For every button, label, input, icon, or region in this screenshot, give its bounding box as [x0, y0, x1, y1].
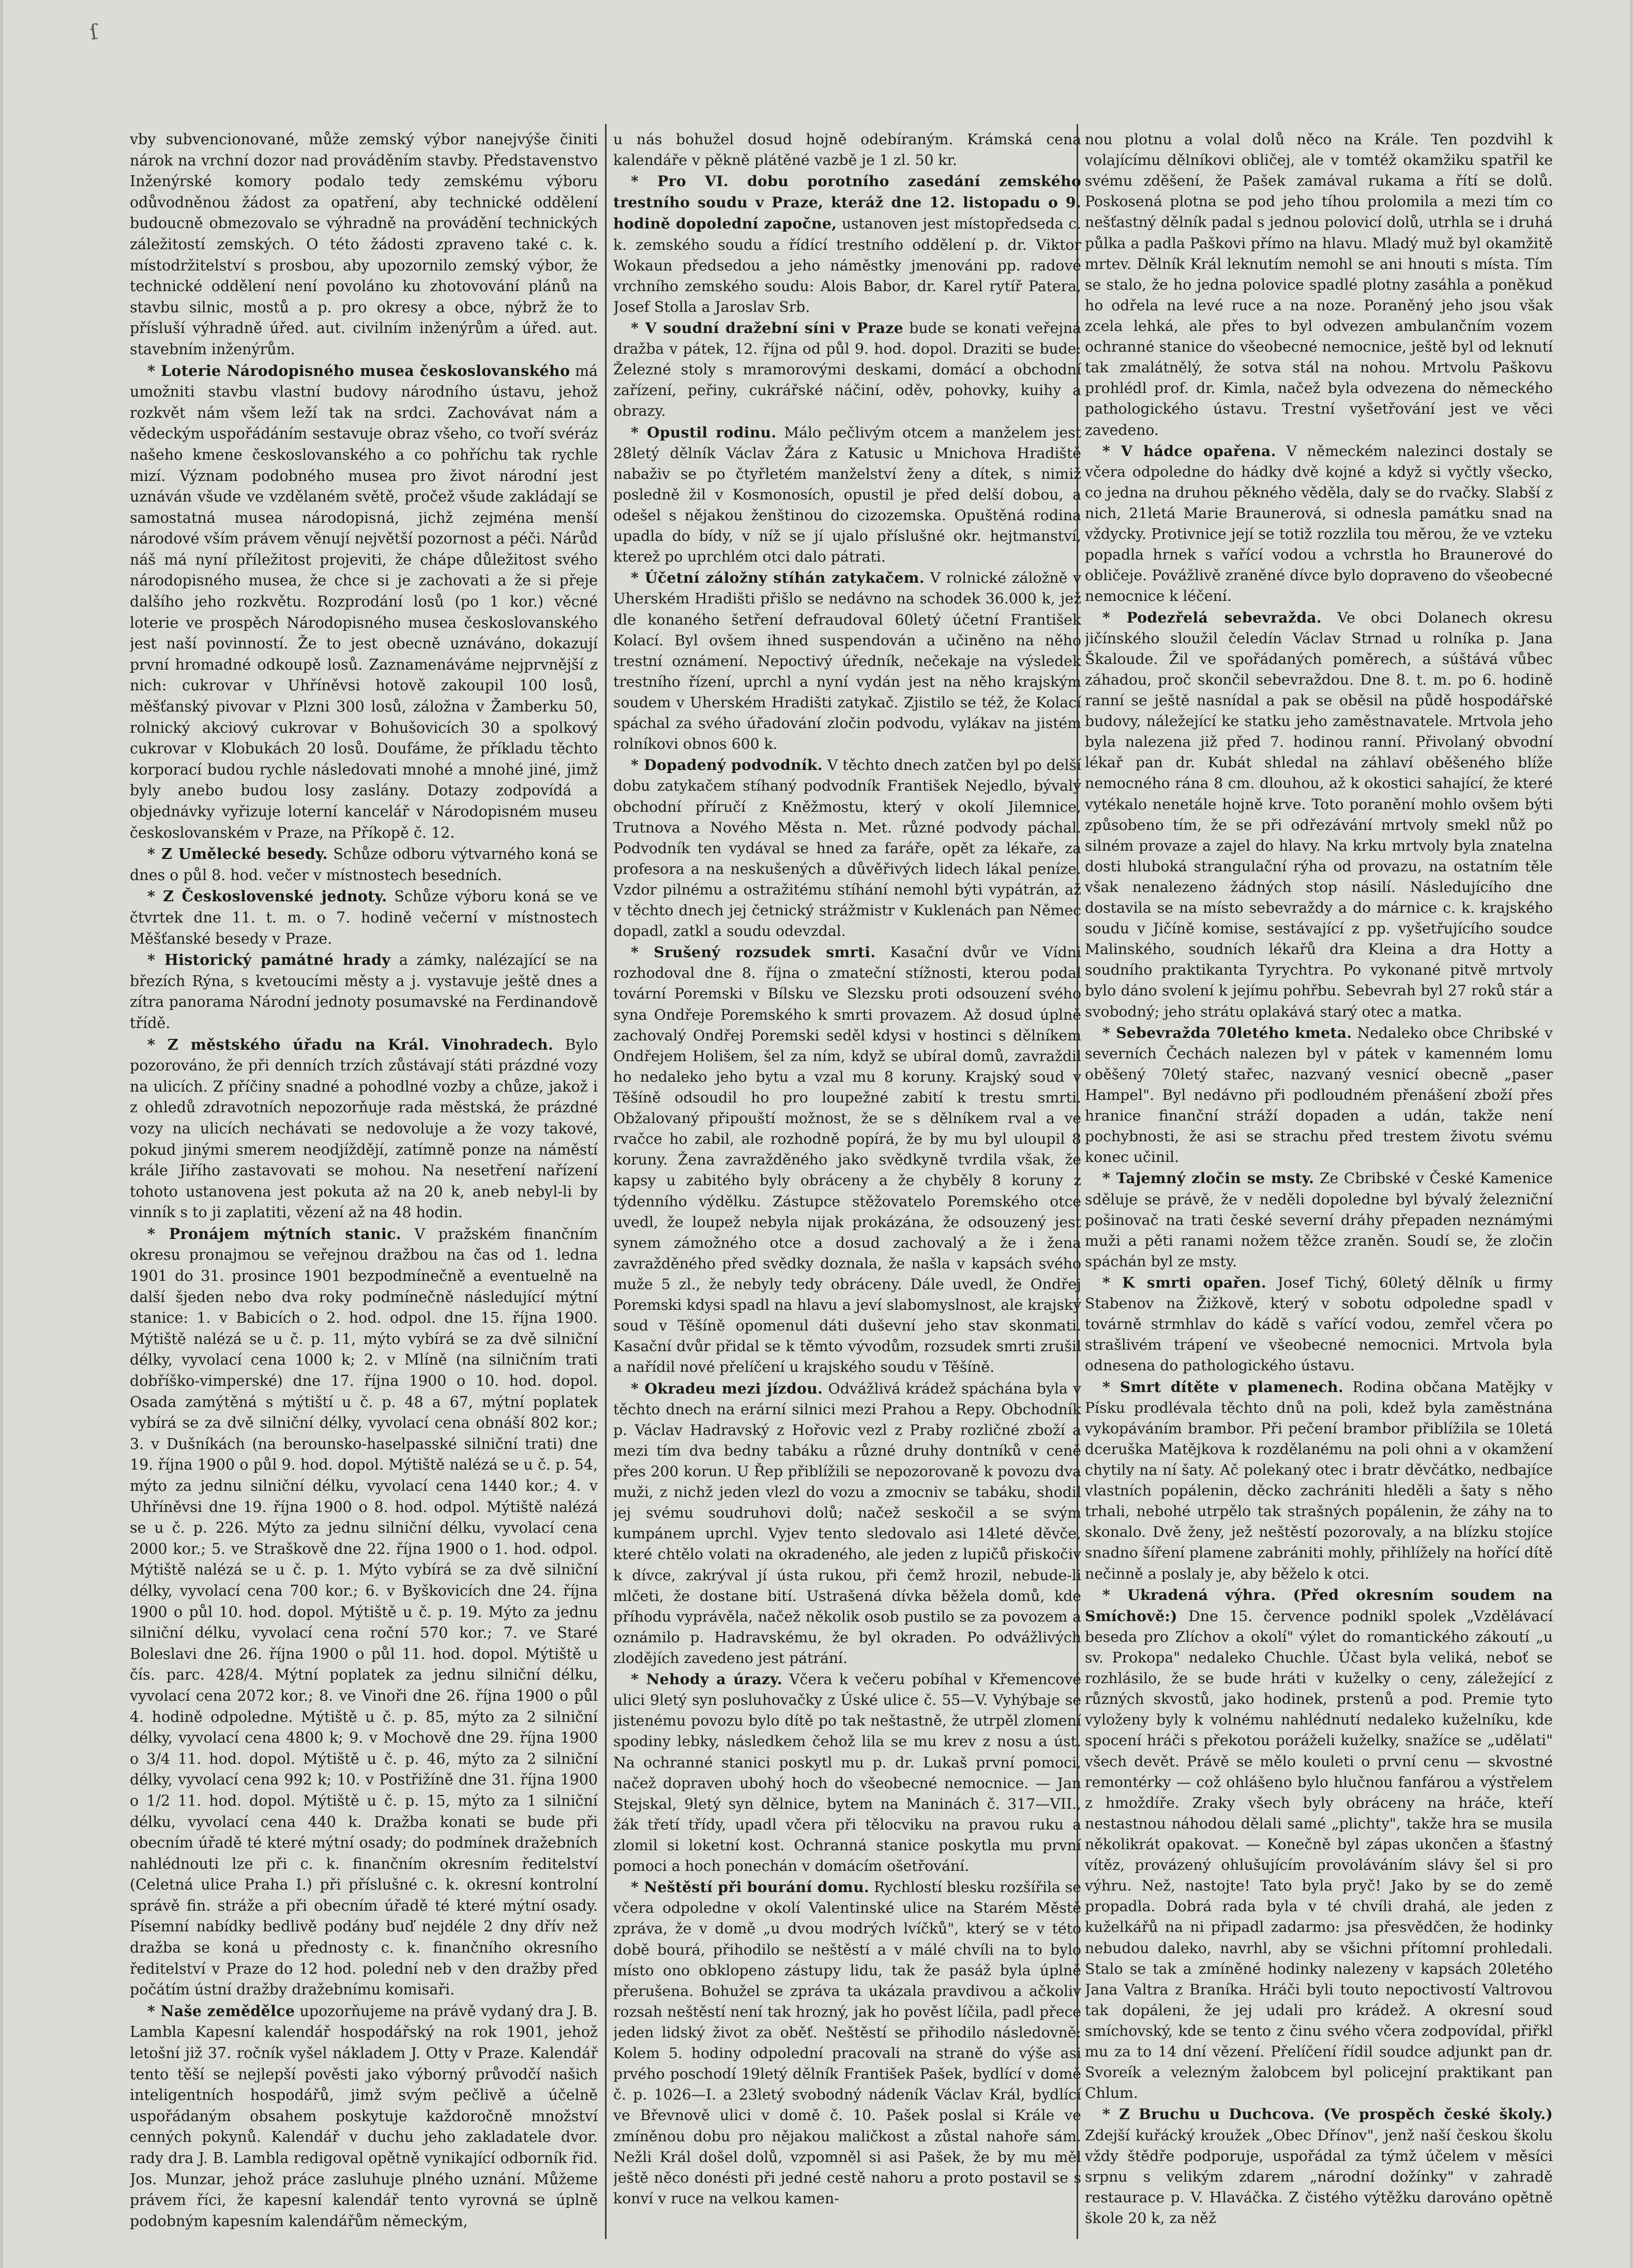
- news-item: [613, 171, 1081, 317]
- news-item: [130, 129, 598, 360]
- news-item-heading: * Loterie Národopisného musea českoslovanského: [147, 361, 570, 380]
- news-item-text: Včera k večeru pobíhal v Křemencové ulici 9letý syn posluhovačky z Úské ulice č. 55—V. Vyhýbaje se jistenému povozu bylo dítě po tak neštastně, že utrpěl zlomení spodiny lebky, následkem čehož lila se mu krev z nosu a úst. Na ochranné stanici poskytl mu p. dr. Lukaš první pomoci, načež dopraven ubohý hoch do všeobecné nemocnice. — Jan Stejskal, 9letý syn dělnice, bytem na Maninách č. 317—VII., žák třetí třídy, upadl včera při tělocviku na pravou ruku a zlomil si loketní kost. Ochranná stanice poskytla mu první pomoci a hoch ponechán v domácím ošetřování.: [613, 1671, 1081, 1875]
- news-item-heading: * V hádce opařena.: [1102, 442, 1276, 460]
- news-item-heading: * Z městského úřadu na Král. Vinohradech.: [147, 1035, 554, 1053]
- news-item: [613, 1378, 1081, 1669]
- news-item-text: Rodina občana Matějky v Písku prodlévala těchto dnů na poli, kdež byla zaměstnána vykopáváním brambor. Při pečení brambor přiblížila se 10letá dceruška Matějkova k rozdělanému na poli ohni a v okamžení chytily na ní šaty. Ač polekaný otec i bratr děvčátko, nedbajíce vlastních popálenin, děcko zachrániti hleděli a šaty s něho trhali, nebohé utrpělo tak strašných popálenin, že záhy na to skonalo. Dvě ženy, jež neštěstí pozorovaly, a na blízku stojíce snadno šíření plamene zabrániti mohly, přihlížely na hořící dítě nečinně a poslaly je, aby běželo k otci.: [1085, 1378, 1553, 1582]
- news-item-heading: * Dopadený podvodník.: [631, 756, 823, 774]
- news-item: [1085, 441, 1553, 607]
- news-item: [130, 1223, 598, 2001]
- page-edge-mark: ſ: [88, 20, 99, 45]
- news-item-heading: * Podezřelá sebevražda.: [1102, 608, 1322, 626]
- news-item: [1085, 1022, 1553, 1168]
- news-item-text: Zdejší kuřácký kroužek „Obec Dřínov", jenž naší českou školu vždy štědře podporuje, uspořádal za týmž účelem v měsíci srpnu s velikým zdarem „národní dožínky" v zahradě restaurace p. V. Hlaváčka. Z čistého výtěžku darováno opětně škole 20 k, za něž: [1085, 2126, 1553, 2227]
- news-item-text: u nás bohužel dosud hojně odebíraným. Krámská cena kalendáře v pěkně plátěné vazbě je 1 zl. 50 kr.: [613, 131, 1081, 169]
- news-item-text: Schůze výboru koná se ve čtvrtek dne 11. t. m. o 7. hodině večerní v místnostech Měšťanské besedy v Praze.: [130, 888, 598, 947]
- news-item-heading: * Ukradená výhra. (Před okresním soudem na Smíchově:): [1085, 1585, 1553, 1625]
- news-item: [613, 942, 1081, 1378]
- news-item-text: V německém nalezinci dostaly se včera odpoledne do hádky dvě kojné a když si vyčtly všecko, co jedna na druhou pěkného věděla, daly se do rvačky. Slabší z nich, 21letá Marie Braunerová, si odnesla památku snad na vždycky. Protivnice její se totiž rozzlila tou měrou, že ve vzteku popadla hrnek s vařící vodou a vchrstla ho Braunerové do obličeje. Povážlivě zraněné dívce bylo dopraveno do všeobecné nemocnice k léčení.: [1085, 442, 1553, 605]
- news-item-heading: * Okradeu mezi jízdou.: [631, 1379, 823, 1397]
- news-item: [130, 886, 598, 949]
- column-1: [130, 129, 598, 2239]
- news-item-text: nou plotnu a volal dolů něco na Krále. Ten pozdvihl k volajícímu dělníkovi obličej, ale v tomtéž okamžiku spatřil ke svému zděšení, že Pašek zamával rukama a řítí se dolů. Poskosená plotna se pod jeho tíhou prolomila a mezi tím co nešťastný dělník padal s jednou polovicí dolů, utrhla se i druhá půlka a padla Paškovi přímo na hlavu. Mladý muž byl okamžitě mrtev. Dělník Král leknutím nemohl se ani hnouti s místa. Tím se stalo, že ho jedna polovice spadlé plotny zasáhla a poněkud ho odřela na levé ruce a na noze. Poraněný jeho jsou však zcela lehká, ale přes to byl odvezen ambulančním vozem ochranné stanice do všeobecné nemocnice, ještě byl od leknutí tak zmalátnělý, že sotva stál na nohou. Mrtvolu Paškovu prohlédl prof. dr. Kimla, načež byla odvezena do německého pathologického ústavu. Trestní vyšetřování jest ve věci zavedeno.: [1085, 131, 1553, 439]
- news-item-heading: * Účetní záložny stíhán zatykačem.: [631, 569, 925, 587]
- news-item-heading: * Tajemný zločin se msty.: [1102, 1169, 1314, 1187]
- news-item: [613, 317, 1081, 422]
- news-item: [1085, 129, 1553, 441]
- news-item-heading: * Opustil rodinu.: [631, 423, 777, 441]
- news-item-heading: * Sebevražda 70letého kmeta.: [1102, 1023, 1352, 1041]
- news-item-text: V těchto dnech zatčen byl po delší dobu zatykačem stíhaný podvodník František Nejedlo, bývalý obchodní příručí z Kněžmostu, který v okolí Jilemnice, Trutnova a Nového Města n. Met. různé podvody páchal. Podvodník ten vydával se hned za faráře, opět za lékaře, za profesora a na neskušených a důvěřivých lidech lákal peníze. Vzdor pilnému a ostražitému stíhání nemohl býti vypátrán, až v těchto dnech jej četnický strážmistr v Kuklenách pan Němec dopadl, zatkl a soudu odevzdal.: [613, 757, 1081, 940]
- news-item: [613, 754, 1081, 942]
- news-item-text: Málo pečlivým otcem a manželem jest 28letý dělník Václav Žára z Katusic u Mnichova Hradiště nabaživ se po čtyřletém manželství ženy a dítek, s nimiž posledně žil v Kosmonosích, opustil je před delší dobou, a odešel s nějakou ženštinou do cizozemska. Opuštěná rodina upadla do bídy, v níž se jí ujalo příslušné okr. hejtmanství, kterež po uprchlém otci dalo pátrati.: [613, 424, 1081, 566]
- news-item-text: ustanoven jest místopředseda c. k. zemského soudu a řídící trestního oddělení p. dr. Viktor Wokaun předsedou a jeho náměstky jmenováni pp. radové vrchního zemského soudu: Alois Babor, dr. Karel rytíř Patera, Josef Stolla a Jaroslav Srb.: [613, 215, 1081, 315]
- news-item-heading: * Pronájem mýtních stanic.: [147, 1224, 402, 1243]
- news-item-heading: * V soudní dražební síni v Praze: [631, 319, 903, 337]
- newspaper-page: [3, 0, 1630, 2268]
- news-item-text: V pražském finančním okresu pronajmou se veřejnou dražbou na čas od 1. ledna 1901 do 31. prosince 1901 bezpodmínečně a eventuelně na další šjeden nebo dva roky podmínečně následující mýtní stanice: 1. v Babicích o 2. hod. odpol. dne 15. října 1900. Mýtiště nalézá se u č. p. 11, mýto vybírá se za dvě silniční délky, vyvolací cena 1000 k; 2. v Mlíně (na silničním trati dobříško-vimperské) dne 17. října 1900 o 10. hod. dopol. Osada zamýtěná s mýtiští u č. p. 48 a 67, mýtní poplatek vybírá se za dvě silniční délky, vyvolací cena obnáší 802 kor.; 3. v Dušníkách (na berounsko-haselpasské silniční trati) dne 19. října 1900 o půl 9. hod. dopol. Mýtiště nalézá se u č. p. 54, mýto za jednu silniční délku, vyvolací cena 1440 kor.; 4. v Uhříněvsi dne 19. října 1900 o 8. hod. odpol. Mýtiště nalézá se u č. p. 226. Mýto za jednu silniční délku, vyvolací cena 2000 kor.; 5. ve Straškově dne 22. října 1900 o 1. hod. odpol. Mýtiště nalézá se u č. p. 1. Mýto vybírá se za dvě silniční délky, vyvolací cena 700 kor.; 6. v Byškovicích dne 24. října 1900 o půl 10. hod. dopol. Mýtiště u č. p. 19. Mýto za jednu silniční délku, vyvolací cena roční 570 kor.; 7. ve Staré Boleslavi dne 26. října 1900 o půl 11. hod. dopol. Mýtiště u čís. parc. 428/4. Mýtní poplatek za jednu silniční délku, vyvolací cena 2072 kor.; 8. ve Vinoři dne 26. října 1900 o půl 4. hodině odpoledne. Mýtiště u č. p. 85, mýto za 2 silniční délky, vyvolací cena 4800 k; 9. v Mochově dne 29. října 1900 o 3/4 11. hod. dopol. Mýtiště u č. p. 46, mýto za 2 silniční délky, vyvolací cena 992 k; 10. v Postřižíně dne 31. října 1900 o 1/2 11. hod. dopol. Mýtiště u č. p. 15, mýto za 1 silniční délku, vyvolací cena 440 k. Dražba konati se bude při obecním úřadě té které mýtní osady; do podmínek dražebních nahlédnouti lze při c. k. finančním okresním ředitelství (Celetná ulice Praha I.) při příslušné c. k. okresní kontrolní správě fin. stráže a při obecním úřadě té které mýtní osady. Písemní nabídky bedlivě podány buď nejdéle 2 dny dřív než dražba se koná u přednosty c. k. finančního okresního ředitelství v Praze do 12 hod. polední neb v den dražby před počátím ústní dražby dražebnímu komisaři.: [130, 1225, 598, 1999]
- news-item-text: Rychlostí blesku rozšířila se včera odpoledne v okolí Valentinské ulice na Starém Městě zpráva, že v domě „u dvou modrých lvíčků", který se v této době bourá, přihodilo se neštěstí a v málé chvíli na to bylo místo ono obklopeno zástupy lidu, tak že pasáž byla úplně přerušena. Bohužel se zpráva ta ukázala pravdivou a ačkoliv rozsah neštěstí není tak hrozný, jak ho pověst líčila, padl přece jeden lidský život za oběť. Neštěstí se přihodilo následovně: Kolem 5. hodiny odpolední pracovali na straně do výše asi prvého poschodí 19letý dělník František Pašek, bydlící v domě č. p. 1026—I. a 23letý svobodný nádeník Václav Král, bydlící ve Břevnově ulici v domě č. 10. Pašek poslal si Krále ve zmíněnou dobu pro nějakou maličkost a zůstal nahoře sám. Nežli Král došel dolů, vzpomněl si asi Pašek, že by mu měl ještě něco donésti při jedné cestě nahoru a proto postavil se s konví v ruce na velkou kamen-: [613, 1879, 1081, 2207]
- news-item-heading: * Nehody a úrazy.: [631, 1670, 782, 1688]
- news-item: [613, 567, 1081, 754]
- news-item: [1085, 1584, 1553, 2104]
- news-item-heading: * Smrt dítěte v plamenech.: [1102, 1378, 1344, 1396]
- news-item-text: Nedaleko obce Chribské v severních Čechách nalezen byl v pátek v kamenném lomu oběšený 70letý stařec, nazvaný vesnicí obecně „paser Hampel". Byl nedávno při podloudném přenášení zboží přes hranice finanční stráží dopaden a udán, takže není pochybnosti, že asi se strachu před trestem životu svému konec učinil.: [1085, 1024, 1553, 1166]
- news-item-text: Odvážlivá krádež spáchána byla v těchto dnech na erární silnici mezi Prahou a Repy. Obchodník p. Václav Hadravský z Hořovic vezl z Praby rozličné zboží a mezi tím dva bedny tabáku a různé druhy dontníků v ceně přes 200 korun. U Řep přiblížili se nepozorovaně k povozu dva muži, z nichž jeden vlezl do vozu a zmocniv se tabáku, shodil jej svému soudruhovi dolů; načež seskočil a se svým kumpánem uprchl. Vyjev tento sledovalo asi 14leté děvče, které chtělo volati na okradeného, ale jeden z lupičů přiskočiv k dívce, zakrýval jí ústa rukou, při čemž hrozil, nebude-li mlčeti, že dostane bití. Ustrašená dívka běžela domů, kde příhodu vyprávěla, načež několik osob pustilo se za povozem a oznámilo p. Hadravskému, že byl okraden. Po odvážlivých zlodějích zavedeno jest pátrání.: [613, 1380, 1081, 1667]
- news-item-text: Ze Cbribské v České Kamenice sděluje se právě, že v neděli dopoledne byl bývalý železniční pošinovač na trati české severní dráhy přepaden neznámými muži a pěti ranami nožem těžce zraněn. Soudí se, že zločin spáchán byl ze msty.: [1085, 1170, 1553, 1270]
- news-item-text: V rolnické záložně v Uherském Hradišti přišlo se nedávno na schodek 36.000 k, jež dle konaného šetření defraudoval 60letý účetní František Kolací. Byl ovšem ihned suspendován a učiněno na něho trestní oznámení. Nepoctivý úředník, nečekaje na výsledek trestního řízení, uprchl a nyní vydán jest na něho krajským soudem v Uherském Hradišti zatykač. Zjistilo se též, že Kolací spáchal za svého úřadování zločin podvodu, vylákav na jistém rolníkovi obnos 600 k.: [613, 569, 1081, 753]
- news-item: [613, 422, 1081, 568]
- column-rule: [605, 124, 607, 2239]
- news-item-text: a zámky, nalézající se na březích Rýna, s kvetoucími městy a j. vystavuje ještě dnes a zítra panorama Národní jednoty posumavské na Ferdinandově třídě.: [130, 951, 598, 1032]
- news-item-heading: * Historický památné hrady: [147, 951, 391, 969]
- news-item-heading: * Z Bruchu u Duchcova. (Ve prospěch české školy.): [1102, 2105, 1553, 2123]
- news-item: [130, 843, 598, 886]
- news-item: [1085, 2104, 1553, 2229]
- news-item-text: Dne 15. července podnikl spolek „Vzdělávací beseda pro Zlíchov a okolí" výlet do romantického zákoutí „u sv. Prokopa" nedaleko Chuchle. Účast byla veliká, neboť se rozhlásilo, že se bude hráti v kuželky o ceny, záležející z různých skvostů, jako hodinek, prstenů a pod. Premie tyto vyloženy byly k volnému nahlédnutí nedaleko kuželníku, kde spocení hráči s překotou poráželi kuželky, snažíce se „udělati" všech devět. Právě se mělo kouleti o první cenu — skvostné remontérky — což ohlášeno bylo hlučnou fanfárou a výstřelem z hmoždíře. Zraky všech byly obráceny na hráče, kteří nestastnou náhodou dělali samé „plichty", takže hra se musila několikrát opakovat. — Konečně byl zápas ukončen a šťastný vítěz, provázený ohlušujícím provoláváním slávy šel si pro výhru. Než, nastojte! Tato byla pryč! Jako by se do země propadla. Dobrá rada byla v té chvíli drahá, ale jeden z kuželkářů na ni připadl zadarmo: jsa přesvědčen, že hodinky nebudou daleko, navrhl, aby se všichni přítomní prohledali. Stalo se tak a zmíněné hodinky nalezeny v kapsách 20letého Jana Valtra z Braníka. Hráči byli touto nepoctivostí Valtrovou tak dopáleni, že jej udali pro krádež. A okresní soud smíchovský, kde se tento z činu svého včera zodpovídal, přiřkl mu za to 14 dní vězení. Přelíčení řídil soudce adjunkt pan dr. Svoreík a velezným žalobcem byl policejní praktikant pan Chlum.: [1085, 1607, 1553, 2102]
- news-item: [130, 360, 598, 844]
- news-item-heading: * Z Československé jednoty.: [147, 887, 387, 905]
- column-3: [1085, 129, 1553, 2239]
- news-item: [130, 949, 598, 1034]
- news-item: [130, 1034, 598, 1223]
- column-2: [613, 129, 1081, 2239]
- news-item-heading: * K smrti opařen.: [1102, 1274, 1266, 1292]
- news-item-text: bude se konati veřejná dražba v pátek, 12. října od půl 9. hod. dopol. Draziti se bude: Železné stoly s mramorovými deskami, domácí a obchodní zařízení, peřiny, cukrářské náčiní, oděv, pohovky, kuihy a obrazy.: [613, 319, 1081, 420]
- news-item: [130, 2001, 598, 2232]
- news-item-text: vby subvencionované, může zemský výbor nanejvýše činiti nárok na vrchní dozor nad prováděním stavby. Představenstvo Inženýrské komory podalo tedy zemskému výboru odůvodněnou žádost za opatření, aby technické oddělení budoucně obmezovalo se výhradně na provádění technických záležitostí zemských. O této žádosti zpraveno také c. k. místodržitelství s prosbou, aby upozornilo zemský výbor, že technické oddělení není povoláno ku zhotovování plánů na stavbu silnic, mostů a p. pro okresy a obce, nýbrž že to přísluší výhradně úřed. aut. civilním inženýrům a úřed. aut. stavebním inženýrům.: [130, 131, 598, 358]
- news-item-heading: * Neštěstí při bourání domu.: [631, 1878, 869, 1896]
- news-item-heading: * Z Umělecké besedy.: [147, 845, 328, 863]
- news-item-heading: * Naše zemědělce: [147, 2002, 295, 2020]
- news-item: [1085, 1168, 1553, 1272]
- news-item-text: Schůze odboru výtvarného koná se dnes o půl 8. hod. večer v místnostech besedních.: [130, 845, 598, 884]
- news-item-text: upozorňujeme na právě vydaný dra J. B. Lambla Kapesní kalendář hospodářský na rok 1901, jehož letošní již 37. ročník vyšel nákladem J. Otty v Praze. Kalendář tento těší se nejlepší pověsti jako výborný průvodčí našich inteligentních hospodářů, jimž svým pečlivě a účelně uspořádaným obsahem poskytuje každoročně množství cenných pokynů. Kalendář v duchu jeho zakladatele dvor. rady dra J. B. Lambla redigoval opětně vynikající odborník řid. Jos. Munzar, jehož práce zasluhuje plného uznání. Můžeme právem říci, že kapesní kalendář tento vyrovná se úplně podobným kapesním kalendářům německým,: [130, 2002, 598, 2230]
- news-item: [1085, 1272, 1553, 1377]
- news-item-text: má umožniti stavbu vlastní budovy národního ústavu, jehož rozkvět nám všem leží tak na srdci. Zachovávat nám a vědeckým uspořádáním sestavuje obraz všeho, co tvoří svéráz našeho kmene českoslovanského a co pohříchu tak rychle mizí. Význam podobného musea pro život národní jest uznáván všude ve vzdělaném světě, pročež všude zakládají se samostatná musea národopisná, jichž zejména menší národové vším právem věnují největší pozornost a péči. Nárůd náš má nyní příležitost projeviti, že chápe důležitost svého národopisného musea, že chce si je zachovati a že si přeje dalšího jeho rozkvětu. Rozprodání losů (po 1 kor.) věcné loterie ve prospěch Národopisného musea českoslovanského jest naší povinností. Že to jest obecně uznáváno, dokazují první hromadné odkoupě losů. Zaznamenáváme nejprvnější z nich: cukrovar v Uhříněvsi hotově zakoupil 100 losů, měšťanský pivovar v Plzni 300 losů, záložna v Žamberku 50, rolnický akciový cukrovar v Bohušovicích 30 a spolkový cukrovar v Klobukách 20 losů. Doufáme, že příkladu těchto korporací budou rychle následovati mnohé a mnohé jiné, jimž byly anebo budou losy zaslány. Dotazy zodpovídá a objednávky vyřizuje loterní kancelář v Národopisném museu českoslovanském v Praze, na Příkopě č. 12.: [130, 362, 598, 841]
- news-item: [613, 1669, 1081, 1877]
- news-item: [613, 1877, 1081, 2209]
- news-item-heading: * Srušený rozsudek smrti.: [631, 943, 876, 961]
- news-item-text: Kasační dvůr ve Vídni rozhodoval dne 8. října o zmateční stížnosti, kterou podal tovární Poremski v Bílsku ve Slezsku proti odsouzení svého syna Ondřeje Poremského k smrti provazem. Až dosud úplně zachovalý Ondřej Poremski seděl kdysi v hostinci s dělníkem Ondřejem Holišem, šel za ním, když se ubíral domů, zavraždil ho nedaleko jeho bytu a vzal mu 8 koruny. Krajský soud v Těšíně odsoudil ho pro loupežné zabití k trestu smrti. Obžalovaný připouští možnost, že se s dělníkem rval a ve rvačce ho zabil, ale rozhodně popírá, že by mu byl uloupil 8 koruny. Žena zavražděného jako svědkyně tvrdila však, že kapsy u zabitého byly obráceny a že chyběly 8 koruny z týdenního výdělku. Zástupce stěžovatelo Poremského otce uvedl, že loupež nebyla nijak prokázána, že odsouzený jest synem zámožného otce a dosud zachovalý a že i žena zavražděného před svědky doznala, že našla v kapsách svého muže 5 zl., že nebyly tedy obráceny. Dále uvedl, že Ondřej Poremski kdysi spadl na hlavu a jeví slabomyslnost, ale krajský soud v Těšíně opomenul dáti duševní jeho stav skonmati. Kasační dvůr přidal se k těmto vývodům, rozsudek smrti zrušil a nařídil nové přelíčení u krajského soudu v Těšíně.: [613, 944, 1081, 1376]
- news-item-text: Ve obci Dolanech okresu jičínského sloužil čeledín Václav Strnad u rolníka p. Jana Škaloude. Žil ve spořádaných poměrech, a súštává vůbec záhadou, proč skončil sebevraždou. Dne 8. t. m. po 6. hodině ranní se ještě nasnídal a pak se oběsil na půdě hospodářské budovy, náležející ke statku jeho zaměstnavatele. Mrtvola jeho byla nalezena již před 7. hodinou ranní. Přivolaný obvodní lékař pan dr. Kubát shledal na záhlaví oběšeného blíže nemocného rána 8 cm. dlouhou, až k okostici sahající, že které vytékalo nenetále hojně krve. Toto poranění mohlo ovšem býti způsobeno tím, že se při odřezávání mrtvoly smekl nůž po silném provaze a zajel do hlavy. Na krku mrtvoly byla znatelna dosti hluboká strangulační rýha od provazu, na ostatním těle však nenalezeno žádných stop násilí. Následujícího dne dostavila se na místo sebevraždy a do márnice c. k. krajského soudu v Jičíně komise, sestávající z pp. vyšetřujícího soudce Malinského, soudních lékařů dra Kleina a dra Hotty a soudního praktikanta Tyrychtra. Po vykonané pitvě mrtvoly bylo dáno svolení k jejímu pohřbu. Sebevrah byl 27 roků stár a svobodný; jeho strátu oplakává starý otec a matka.: [1085, 609, 1553, 1020]
- news-item: [1085, 607, 1553, 1022]
- news-item: [613, 129, 1081, 171]
- news-item-heading: * Pro VI. dobu porotního zasedání zemského trestního soudu v Praze, kteráž dne 12. listopadu o 9. hodině dopolední započne,: [613, 172, 1081, 233]
- news-item-text: Bylo pozorováno, že při denních trzích zůstávají státi prázdné vozy na ulicích. Z příčiny snadné a pohodlné vozby a chůze, jakož i z ohledů zdravotních nepozorňuje rada městská, že prázdné vozy na ulicích nechávati se nedovoluje a že vozy takové, pokud jinými smerem neodjíždějí, zatímně ponze na náměstí krále Jiřího zastavovati se mohou. Na nesetření nařízení tohoto ustanovena jest pokuta až na 20 k, aneb nebyl-li by vinník s to ji zaplatiti, vězení až na 48 hodin.: [130, 1036, 598, 1221]
- news-item: [1085, 1377, 1553, 1584]
- news-item-text: Josef Tichý, 60letý dělník u firmy Stabenov na Žižkově, který v sobotu odpoledne spadl v továrně strmhlav do kádě s vařící vodou, zemřel včera po strašlivém trápení ve všeobecné nemocnici. Mrtvola byla odnesena do pathologického ústavu.: [1085, 1274, 1553, 1374]
